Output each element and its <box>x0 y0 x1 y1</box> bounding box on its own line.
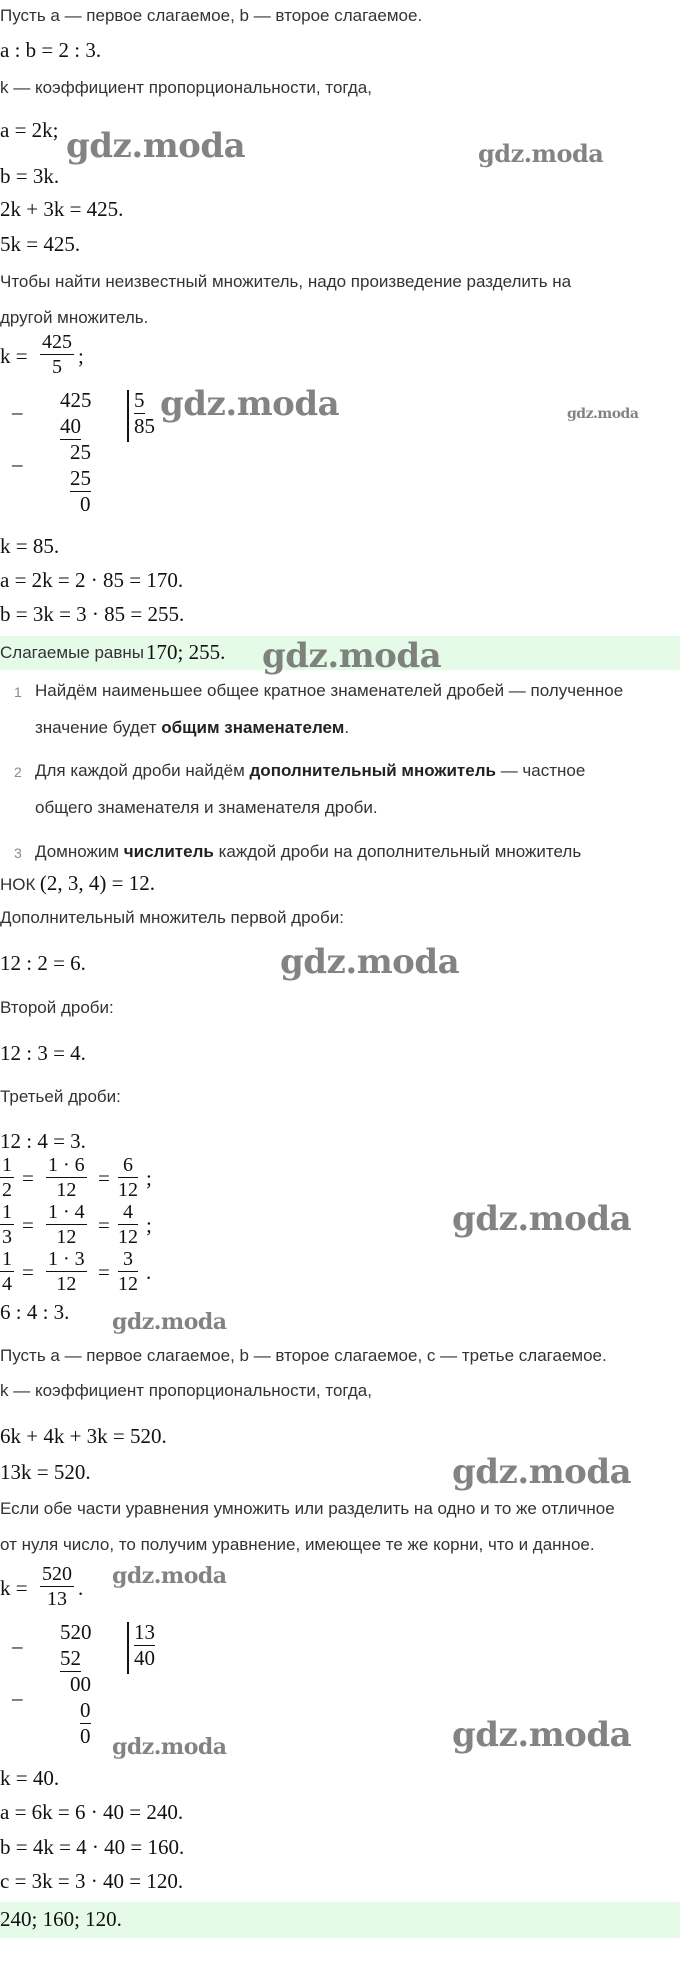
divisor: 13 <box>134 1620 155 1644</box>
rule-line-1a: Чтобы найти неизвестный множитель, надо произведение разделить на <box>0 272 572 291</box>
k-definition-3: k — коэффициент пропорциональности, тогда, <box>0 1381 372 1400</box>
watermark-logo: gdz.moda <box>112 1734 227 1760</box>
rule-line-3a: Если обе части уравнения умножить или разделить на одно и то же отличное <box>0 1499 615 1518</box>
first-multiplier-label: Дополнительный множитель первой дроби: <box>0 908 344 927</box>
numerator: 1 <box>2 1201 12 1223</box>
denominator: 12 <box>118 1226 138 1248</box>
watermark-logo: gdz.moda <box>66 126 246 166</box>
watermark-logo: gdz.moda <box>262 636 442 676</box>
c-result-3: c = 3k = 3 · 40 = 120. <box>0 1869 184 1893</box>
watermark-logo: gdz.moda <box>112 1563 227 1589</box>
subtrahend: 52 <box>60 1646 81 1670</box>
equals-sign: = <box>22 1260 34 1284</box>
nok-line <box>0 871 155 896</box>
a-result-1: a = 2k = 2 · 85 = 170. <box>0 568 184 592</box>
k-result-1: k = 85. <box>0 534 60 558</box>
minus-sign: – <box>12 1686 23 1710</box>
denominator: 12 <box>118 1179 138 1201</box>
dividend: 425 <box>60 388 92 412</box>
numerator: 3 <box>118 1247 138 1272</box>
a-eq-1: a = 2k; <box>0 118 59 142</box>
denominator: 3 <box>2 1226 12 1248</box>
k-fraction-1 <box>40 330 74 379</box>
fraction-result <box>118 1153 138 1202</box>
equals-sign: = <box>22 1213 34 1237</box>
ratio-eq-1: a : b = 2 : 3. <box>0 38 102 62</box>
watermark-logo: gdz.moda <box>452 1715 632 1755</box>
quotient: 85 <box>134 414 155 438</box>
fraction-tail: ; <box>146 1166 152 1190</box>
equals-sign: = <box>22 1166 34 1190</box>
step-text: Для каждой дроби найдём <box>35 761 250 780</box>
step-number: 3 <box>14 845 22 861</box>
divisor: 5 <box>134 388 145 412</box>
numerator: 1 <box>2 1154 12 1176</box>
k-definition-1: k — коэффициент пропорциональности, тогда, <box>0 78 372 97</box>
denominator: 4 <box>2 1273 12 1295</box>
second-multiplier-label: Второй дроби: <box>0 998 114 1017</box>
step-text: каждой дроби на дополнительный множитель <box>213 842 582 861</box>
fraction-multiplied <box>46 1200 87 1249</box>
denominator: 2 <box>2 1179 12 1201</box>
numerator: 1 · 3 <box>48 1248 85 1270</box>
k-result-3: k = 40. <box>0 1766 60 1790</box>
fraction-multiplied <box>46 1153 87 1202</box>
step-1-line-1: Найдём наименьшее общее кратное знаменателей дробей — полученное <box>35 681 624 700</box>
watermark-logo: gdz.moda <box>112 1309 227 1335</box>
numerator: 4 <box>118 1200 138 1225</box>
minus-sign: – <box>12 452 23 476</box>
a-result-3: a = 6k = 6 · 40 = 240. <box>0 1800 184 1824</box>
division-bar <box>127 1622 129 1674</box>
fraction-original <box>0 1247 14 1296</box>
k-frac-den-1: 5 <box>52 356 62 378</box>
remainder: 0 <box>80 1724 91 1748</box>
b-result-1: b = 3k = 3 · 85 = 255. <box>0 602 185 626</box>
step-2-line-1 <box>35 761 585 781</box>
subtrahend: 25 <box>70 466 91 490</box>
sum-eq-1: 2k + 3k = 425. <box>0 197 124 221</box>
remainder: 25 <box>70 440 91 464</box>
division-bar <box>127 390 129 442</box>
fraction-original <box>0 1200 14 1249</box>
k-frac-num-1: 425 <box>42 331 72 353</box>
sum-eq-3: 6k + 4k + 3k = 520. <box>0 1424 167 1448</box>
remainder: 00 <box>70 1672 91 1696</box>
answer-label-1: Слагаемые равны <box>0 643 145 662</box>
rule-line-1b: другой множитель. <box>0 308 149 327</box>
equals-sign: = <box>98 1166 110 1190</box>
watermark-logo: gdz.moda <box>478 139 604 168</box>
denominator: 12 <box>56 1273 77 1295</box>
nok-label: НОК <box>0 875 36 894</box>
k-frac-num-3: 520 <box>42 1563 72 1585</box>
step-text: . <box>344 718 350 737</box>
step-text: значение будет <box>35 718 162 737</box>
quotient: 40 <box>134 1646 155 1670</box>
fraction-tail: . <box>146 1260 152 1284</box>
watermark-logo: gdz.moda <box>160 384 340 424</box>
k-fraction-3 <box>40 1562 74 1611</box>
equals-sign: = <box>98 1213 110 1237</box>
step-1-line-2 <box>35 718 349 738</box>
watermark-logo: gdz.moda <box>452 1452 632 1492</box>
k-frac-lhs-3: k = <box>0 1576 28 1600</box>
first-multiplier-eq: 12 : 2 = 6. <box>0 951 86 975</box>
answer-3: 240; 160; 120. <box>0 1907 122 1931</box>
subtrahend: 0 <box>80 1698 91 1722</box>
denominator: 12 <box>56 1179 77 1201</box>
dividend: 520 <box>60 1620 92 1644</box>
ratio-eq-2: 6 : 4 : 3. <box>0 1300 70 1324</box>
k-frac-lhs-1: k = <box>0 344 28 368</box>
nok-expression: (2, 3, 4) = 12. <box>39 871 155 895</box>
k-frac-tail-1: ; <box>78 344 84 368</box>
denominator: 12 <box>118 1273 138 1295</box>
rule-line-3b: от нуля число, то получим уравнение, имеющее те же корни, что и данное. <box>0 1535 595 1554</box>
minus-sign: – <box>12 400 23 424</box>
b-result-3: b = 4k = 4 · 40 = 160. <box>0 1835 185 1859</box>
step-number: 1 <box>14 684 22 700</box>
second-multiplier-eq: 12 : 3 = 4. <box>0 1041 86 1065</box>
k-frac-den-3: 13 <box>47 1588 67 1610</box>
equals-sign: = <box>98 1260 110 1284</box>
third-multiplier-label: Третьей дроби: <box>0 1087 121 1106</box>
five-k-eq: 5k = 425. <box>0 232 81 256</box>
step-3-line-1 <box>35 842 581 862</box>
remainder: 0 <box>80 492 91 516</box>
intro-text-1: Пусть a — первое слагаемое, b — второе слагаемое. <box>0 6 423 25</box>
fraction-original <box>0 1153 14 1202</box>
step-bold-term: дополнительный множитель <box>249 761 496 780</box>
denominator: 12 <box>56 1226 77 1248</box>
fraction-result <box>118 1200 138 1249</box>
watermark-logo: gdz.moda <box>452 1199 632 1239</box>
step-text: Домножим <box>35 842 124 861</box>
intro-text-3: Пусть a — первое слагаемое, b — второе слагаемое, c — третье слагаемое. <box>0 1346 607 1365</box>
minus-sign: – <box>12 1634 23 1658</box>
numerator: 1 · 4 <box>48 1201 85 1223</box>
fraction-result <box>118 1247 138 1296</box>
k-frac-tail-3: . <box>78 1576 84 1600</box>
step-bold-term: общим знаменателем <box>161 718 345 737</box>
b-eq-1: b = 3k. <box>0 164 60 188</box>
numerator: 6 <box>118 1153 138 1178</box>
subtrahend: 40 <box>60 414 81 438</box>
watermark-logo: gdz.moda <box>280 942 460 982</box>
third-multiplier-eq: 12 : 4 = 3. <box>0 1129 86 1153</box>
numerator: 1 · 6 <box>48 1154 85 1176</box>
fraction-tail: ; <box>146 1213 152 1237</box>
fraction-multiplied <box>46 1247 87 1296</box>
answer-values-1: 170; 255. <box>146 640 226 664</box>
step-number: 2 <box>14 764 22 780</box>
thirteen-k-eq: 13k = 520. <box>0 1460 91 1484</box>
step-text: — частное <box>495 761 586 780</box>
watermark-logo: gdz.moda <box>567 406 639 422</box>
step-2-line-2: общего знаменателя и знаменателя дроби. <box>35 798 378 817</box>
step-bold-term: числитель <box>123 842 214 861</box>
numerator: 1 <box>2 1248 12 1270</box>
